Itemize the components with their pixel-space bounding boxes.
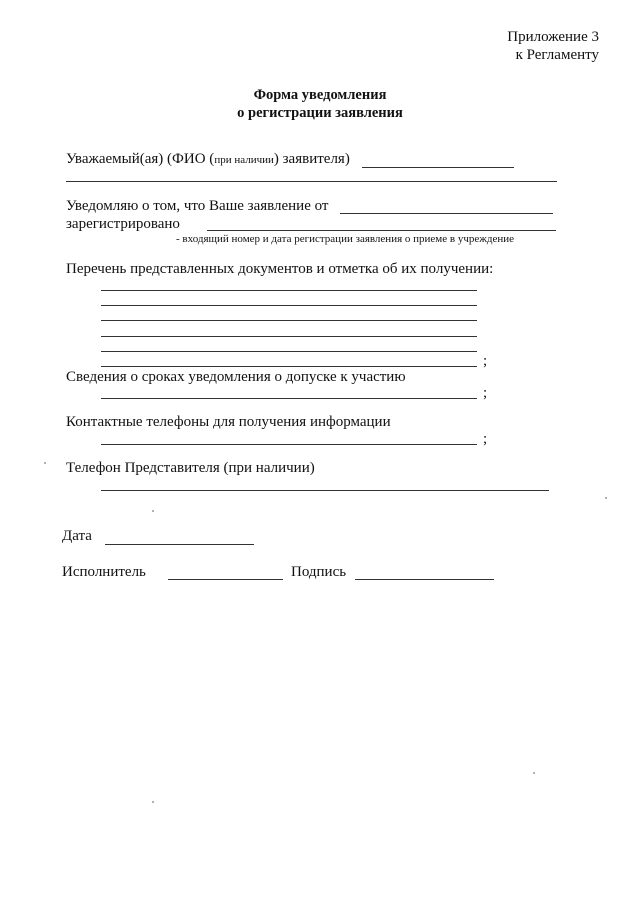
form-subtitle: о регистрации заявления <box>237 105 403 121</box>
contacts-field[interactable] <box>101 444 477 445</box>
scan-speck <box>605 497 607 499</box>
documents-label: Перечень представленных документов и отметка об их получении: <box>66 261 494 277</box>
documents-line-2[interactable] <box>101 305 477 306</box>
applicant-label-suffix: ) заявителя) <box>273 151 350 167</box>
date-field[interactable] <box>105 544 254 545</box>
rep-phone-label: Телефон Представителя (при наличии) <box>66 460 315 476</box>
documents-semicolon: ; <box>483 353 488 369</box>
documents-line-3[interactable] <box>101 320 477 321</box>
terms-label: Сведения о сроках уведомления о допуске к участию <box>66 369 406 385</box>
appendix-number: Приложение 3 <box>507 29 599 45</box>
applicant-name-label <box>66 152 350 167</box>
scan-speck <box>152 510 154 512</box>
contacts-label: Контактные телефоны для получения информации <box>66 414 391 430</box>
documents-line-1[interactable] <box>101 290 477 291</box>
registration-hint: - входящий номер и дата регистрации заявления о приеме в учреждение <box>176 233 514 245</box>
appendix-reference: к Регламенту <box>515 47 599 63</box>
documents-line-5[interactable] <box>101 351 477 352</box>
scan-speck <box>44 462 46 464</box>
applicant-label-prefix: Уважаемый(ая) (ФИО ( <box>66 151 215 167</box>
registration-number-field[interactable] <box>207 230 556 231</box>
documents-line-4[interactable] <box>101 336 477 337</box>
terms-semicolon: ; <box>483 385 488 401</box>
contacts-semicolon: ; <box>483 431 488 447</box>
form-title: Форма уведомления <box>253 87 387 103</box>
executor-field[interactable] <box>168 579 283 580</box>
scan-speck <box>152 801 154 803</box>
signature-field[interactable] <box>355 579 494 580</box>
applicant-label-note: при наличии <box>214 154 274 166</box>
executor-label: Исполнитель <box>62 564 146 580</box>
terms-field[interactable] <box>101 398 477 399</box>
notify-text: Уведомляю о том, что Ваше заявление от <box>66 198 329 214</box>
applicant-name-field-line2[interactable] <box>66 181 557 182</box>
documents-line-6[interactable] <box>101 366 477 367</box>
rep-phone-field[interactable] <box>101 490 549 491</box>
scan-speck <box>533 772 535 774</box>
signature-label: Подпись <box>291 564 347 580</box>
registered-label: зарегистрировано <box>66 216 180 232</box>
date-label: Дата <box>62 528 92 544</box>
application-date-field[interactable] <box>340 213 553 214</box>
applicant-name-field[interactable] <box>362 167 514 168</box>
